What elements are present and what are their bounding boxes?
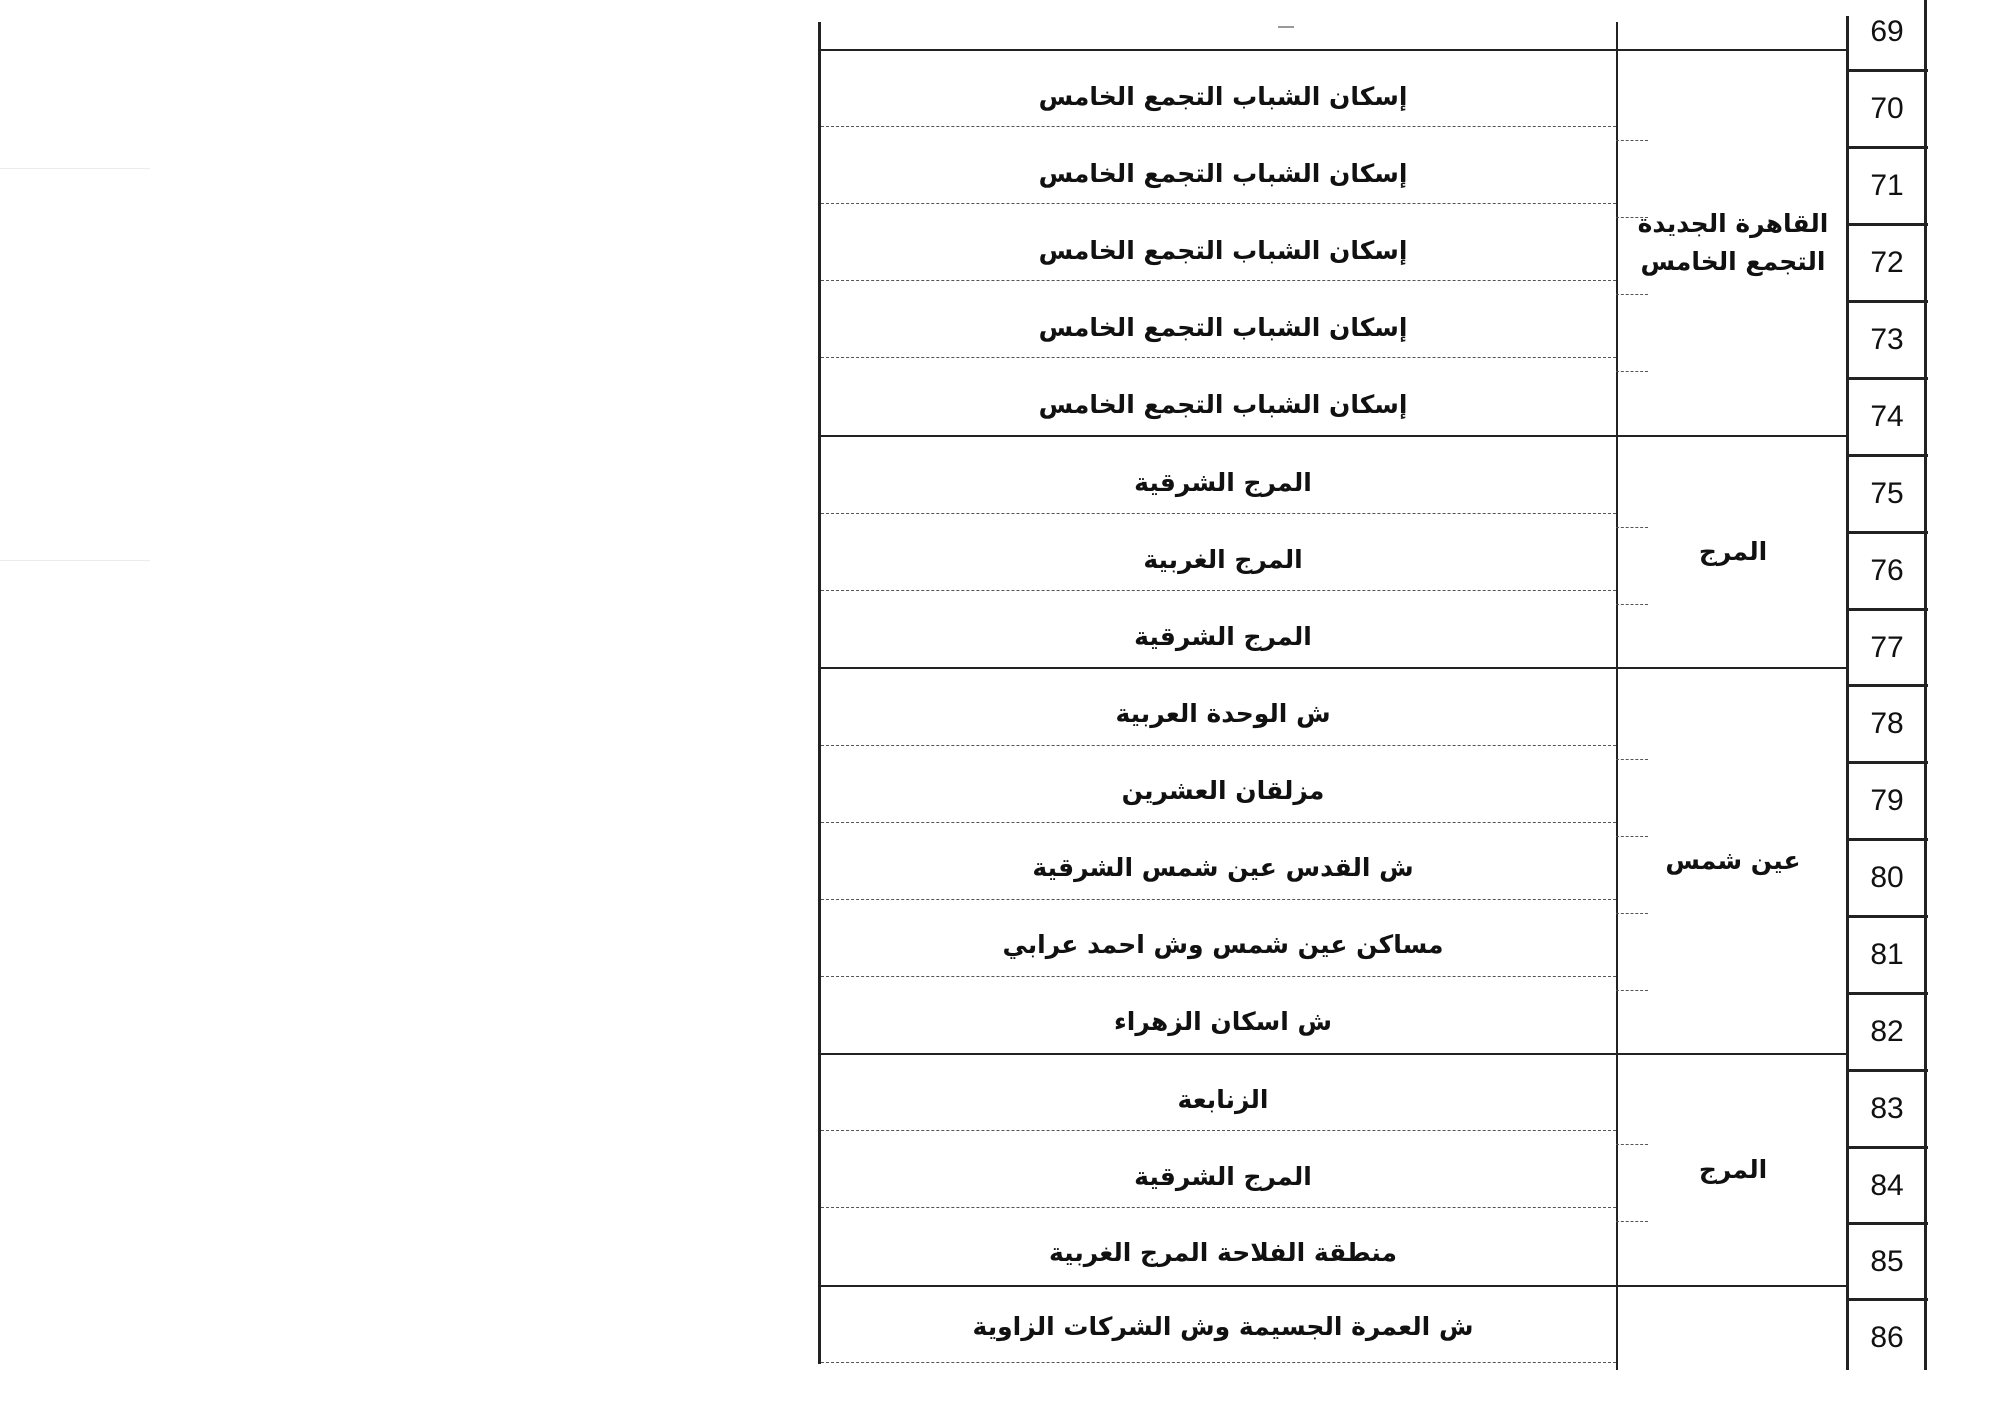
- street-cell: ش الوحدة العربية: [1115, 698, 1331, 728]
- row-number: 72: [1870, 246, 1904, 279]
- row-number: 74: [1870, 400, 1904, 433]
- row-number: 73: [1870, 323, 1904, 356]
- row-number: 82: [1870, 1015, 1904, 1048]
- row-number: 69: [1870, 15, 1904, 48]
- street-cell: إسكان الشباب التجمع الخامس: [1038, 312, 1408, 342]
- locations-table: [818, 0, 1928, 1370]
- row-number: 78: [1870, 707, 1904, 740]
- street-cell: إسكان الشباب التجمع الخامس: [1038, 389, 1408, 419]
- street-cell: المرج الشرقية: [1134, 621, 1312, 651]
- row-number: 85: [1870, 1245, 1904, 1278]
- row-number: 80: [1870, 861, 1904, 894]
- street-cell: مساكن عين شمس وش احمد عرابي: [1002, 929, 1444, 959]
- street-cell: ش اسكان الزهراء: [1113, 1006, 1333, 1036]
- street-cell: إسكان الشباب التجمع الخامس: [1038, 81, 1408, 111]
- street-cell: المرج الشرقية: [1134, 1161, 1312, 1191]
- row-number: 77: [1870, 631, 1904, 664]
- row-number: 71: [1870, 169, 1904, 202]
- table-left-border: [818, 22, 821, 1362]
- row-number: 86: [1870, 1321, 1904, 1354]
- street-cell: مزلقان العشرين: [1121, 775, 1325, 805]
- area-name: عين شمس: [1665, 846, 1801, 875]
- row-number: 81: [1870, 938, 1904, 971]
- street-cell: المرج الغربية: [1143, 544, 1303, 574]
- area-cell: [1618, 1055, 1848, 1285]
- area-cell: [1618, 51, 1848, 435]
- area-name-line: القاهرة الجديدة: [1637, 209, 1829, 238]
- row-number: 83: [1870, 1092, 1904, 1125]
- street-cell: الزنابعة: [1177, 1084, 1269, 1114]
- row-number: 76: [1870, 554, 1904, 587]
- street-cell: منطقة الفلاحة المرج الغربية: [1048, 1237, 1398, 1267]
- area-name: المرج: [1698, 537, 1768, 566]
- area-name: المرج: [1698, 1155, 1768, 1184]
- row-number: 84: [1870, 1169, 1904, 1202]
- street-cell: المرج الشرقية: [1134, 467, 1312, 497]
- row-number: 70: [1870, 92, 1904, 125]
- area-name-line: التجمع الخامس: [1640, 247, 1826, 276]
- street-cell: ش العمرة الجسيمة وش الشركات الزاوية: [972, 1311, 1474, 1341]
- row-number: 75: [1870, 477, 1904, 510]
- row-number: 79: [1870, 784, 1904, 817]
- street-cell: ش القدس عين شمس الشرقية: [1032, 852, 1414, 882]
- street-cell: إسكان الشباب التجمع الخامس: [1038, 235, 1408, 265]
- area-cell: [1618, 669, 1848, 1053]
- area-cell: [1618, 437, 1848, 667]
- street-cell: إسكان الشباب التجمع الخامس: [1038, 158, 1408, 188]
